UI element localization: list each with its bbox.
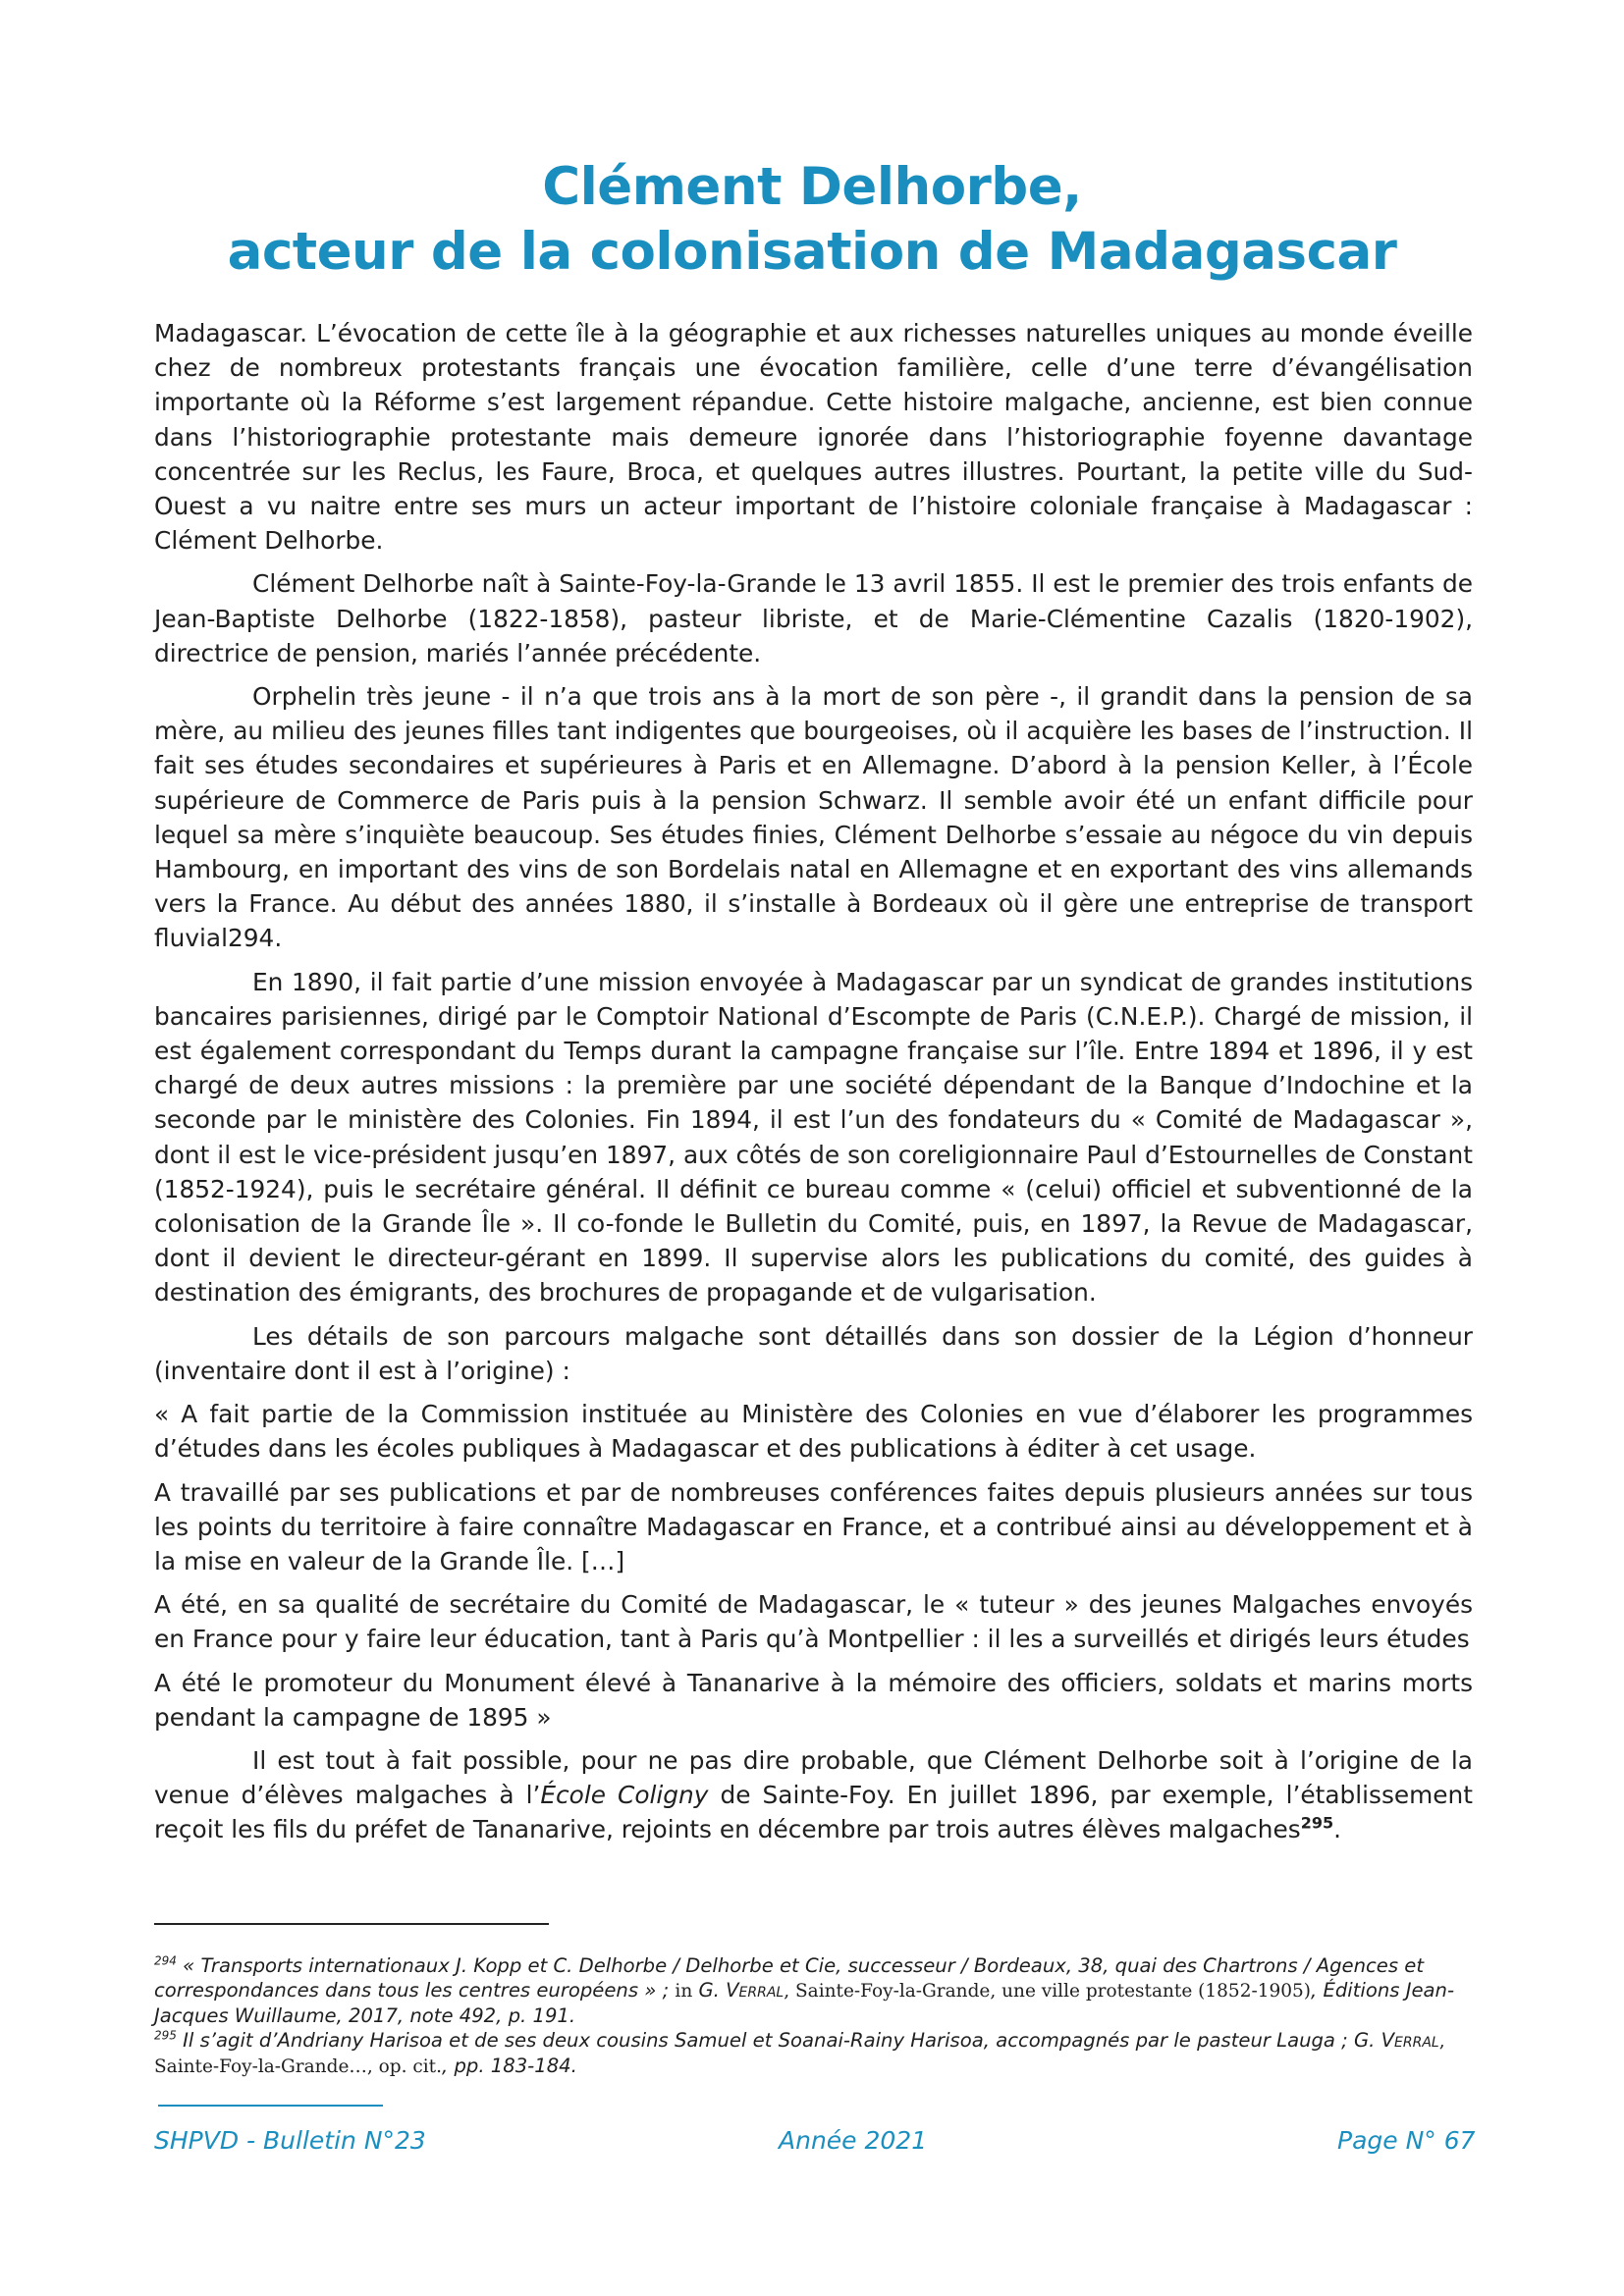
author-name: Verral <box>726 1979 785 2002</box>
footnote-number: 295 <box>154 2028 177 2043</box>
footer-year: Année 2021 <box>779 2126 928 2155</box>
page-title <box>147 155 1477 285</box>
paragraph-intro: Madagascar. L’évocation de cette île à la géographie et aux richesses naturelles uniques au monde éveille chez de nombreux protestants français une évocation familière, celle d’une terre d’évangélisation importante où la Réforme s’est largement répandue. Cette histoire malgache, ancienne, est bien connue dans l’historiographie protestante mais demeure ignorée dans l’historiographie foyenne davantage concentrée sur les Reclus, les Faure, Broca, et quelques autres illustres. Pourtant, la petite ville du Sud-Ouest a vu naitre entre ses murs un acteur important de l’histoire coloniale française à Madagascar : Clément Delhorbe. <box>154 319 1473 556</box>
paragraph-mission: En 1890, il fait partie d’une mission envoyée à Madagascar par un syndicat de grandes institutions bancaires parisiennes, dirigé par le Comptoir National d’Escompte de Paris (C.N.E.P.). Chargé de mission, il est également correspondant du Temps durant la campagne française sur l’île. Entre 1894 et 1896, il y est chargé de deux autres missions : la première par une société dépendant de la Banque d’Indochine et la seconde par le ministère des Colonies. Fin 1894, il est l’un des fondateurs du « Comité de Madagascar », dont il est le vice-président jusqu’en 1897, aux côtés de son coreligionnaire Paul d’Estournelles de Constant (1852-1924), puis le secrétaire général. Il définit ce bureau comme « (celui) officiel et subventionné de la colonisation de la Grande Île ». Il co-fonde le Bulletin du Comité, puis, en 1897, la Revue de Madagascar, dont il devient le directeur-gérant en 1899. Il supervise alors les publications du comité, des guides à destination des émigrants, des brochures de propagande et de vulgarisation. <box>154 967 1473 1308</box>
paragraph-birth: Clément Delhorbe naît à Sainte-Foy-la-Grande le 13 avril 1855. Il est le premier des trois enfants de Jean-Baptiste Delhorbe (1822-1858), pasteur libriste, et de Marie-Clémentine Cazalis (1820-1902), directrice de pension, mariés l’année précédente. <box>154 569 1473 667</box>
quote-paragraph-1: « A fait partie de la Commission instituée au Ministère des Colonies en vue d’élaborer les programmes d’études dans les écoles publiques à Madagascar et des publications à éditer à cet usage. <box>154 1400 1473 1464</box>
book-title: , Sainte-Foy-la-Grande, une ville protestante (1852-1905) <box>784 1981 1312 2002</box>
footnote-text: « Transports internationaux J. Kopp et C. Delhorbe / Delhorbe et Cie, successeur / Bordeaux, 38, quai des Chartrons / Agences et correspondances dans tous les centres européens » ; <box>154 1954 1425 2002</box>
paragraph-ecole-coligny <box>154 1743 1473 1847</box>
footnote-text: , Éditions Jean-Jacques Wuillaume, 2017, note 492, p. 191. <box>154 1979 1455 2027</box>
footnote-294 <box>154 1953 1473 2028</box>
footnote-number: 294 <box>154 1953 177 1968</box>
ecole-coligny-name: École Coligny <box>540 1781 709 1810</box>
footnote-295 <box>154 2028 1473 2079</box>
paragraph-youth: Orphelin très jeune - il n’a que trois ans à la mort de son père -, il grandit dans la pension de sa mère, au milieu des jeunes filles tant indigentes que bourgeoises, où il acquière les bases de l’instruction. Il fait ses études secondaires et supérieures à Paris et en Allemagne. D’abord à la pension Keller, à l’École supérieure de Commerce de Paris puis à la pension Schwarz. Il semble avoir été un enfant difficile pour lequel sa mère s’inquiète beaucoup. Ses études finies, Clément Delhorbe s’essaie au négoce du vin depuis Hambourg, en important des vins de son Bordelais natal en Allemagne et en exportant des vins allemands vers la France. Au début des années 1880, il s’installe à Bordeaux où il gère une entreprise de transport fluvial294. <box>154 682 1473 953</box>
footer-accent-line <box>158 2105 383 2107</box>
paragraph-legion-honneur: Les détails de son parcours malgache sont détaillés dans son dossier de la Légion d’honneur (inventaire dont il est à l’origine) : <box>154 1321 1473 1385</box>
paragraph-ecole-coligny-end: . <box>1333 1815 1341 1844</box>
author-name: Verral <box>1380 2029 1439 2052</box>
footer-bulletin: SHPVD - Bulletin N°23 <box>154 2126 426 2155</box>
quote-paragraph-2: A travaillé par ses publications et par de nombreuses conférences faites depuis plusieurs années sur tous les points du territoire à faire connaître Madagascar en France, et a contribué ainsi au développement et à la mise en valeur de la Grande Île. […] <box>154 1477 1473 1575</box>
footer-page-number: Page N° 67 <box>1337 2126 1476 2155</box>
quote-paragraph-4: A été le promoteur du Monument élevé à Tananarive à la mémoire des officiers, soldats et marins morts pendant la campagne de 1895 » <box>154 1668 1473 1732</box>
article-body <box>154 316 1473 1856</box>
quote-paragraph-3: A été, en sa qualité de secrétaire du Comité de Madagascar, le « tuteur » des jeunes Malgaches envoyés en France pour y faire leur éducation, tant à Paris qu’à Montpellier : il les a surveillés et dirigés leurs études <box>154 1590 1473 1654</box>
title-line-1: Clément Delhorbe, <box>542 157 1082 217</box>
title-line-2: acteur de la colonisation de Madagascar <box>227 222 1397 282</box>
footnote-separator <box>154 1923 549 1925</box>
footnotes <box>154 1953 1473 2079</box>
footnote-text: G. <box>692 1979 727 2002</box>
footnote-text: in <box>675 1981 693 2002</box>
footnote-text: Il s’agit d’Andriany Harisoa et de ses deux cousins Samuel et Soanai-Rainy Harisoa, accompagnés par le pasteur Lauga ; G. <box>176 2029 1381 2052</box>
book-title: , Sainte-Foy-la-Grande…, op. cit. <box>154 2031 1445 2077</box>
footnote-ref-295[interactable]: 295 <box>1300 1814 1334 1834</box>
paragraph-ecole-coligny-text-b: de Sainte-Foy. En juillet 1896, par exemple, l’établissement reçoit les fils du préfet de Tananarive, rejoints en décembre par trois autres élèves malgaches <box>154 1781 1473 1844</box>
paragraph-ecole-coligny-text-a: Il est tout à fait possible, pour ne pas dire probable, que Clément Delhorbe soit à l’origine de la venue d’élèves malgaches à l’ <box>154 1745 1473 1810</box>
footnote-text: , pp. 183-184. <box>441 2055 577 2077</box>
